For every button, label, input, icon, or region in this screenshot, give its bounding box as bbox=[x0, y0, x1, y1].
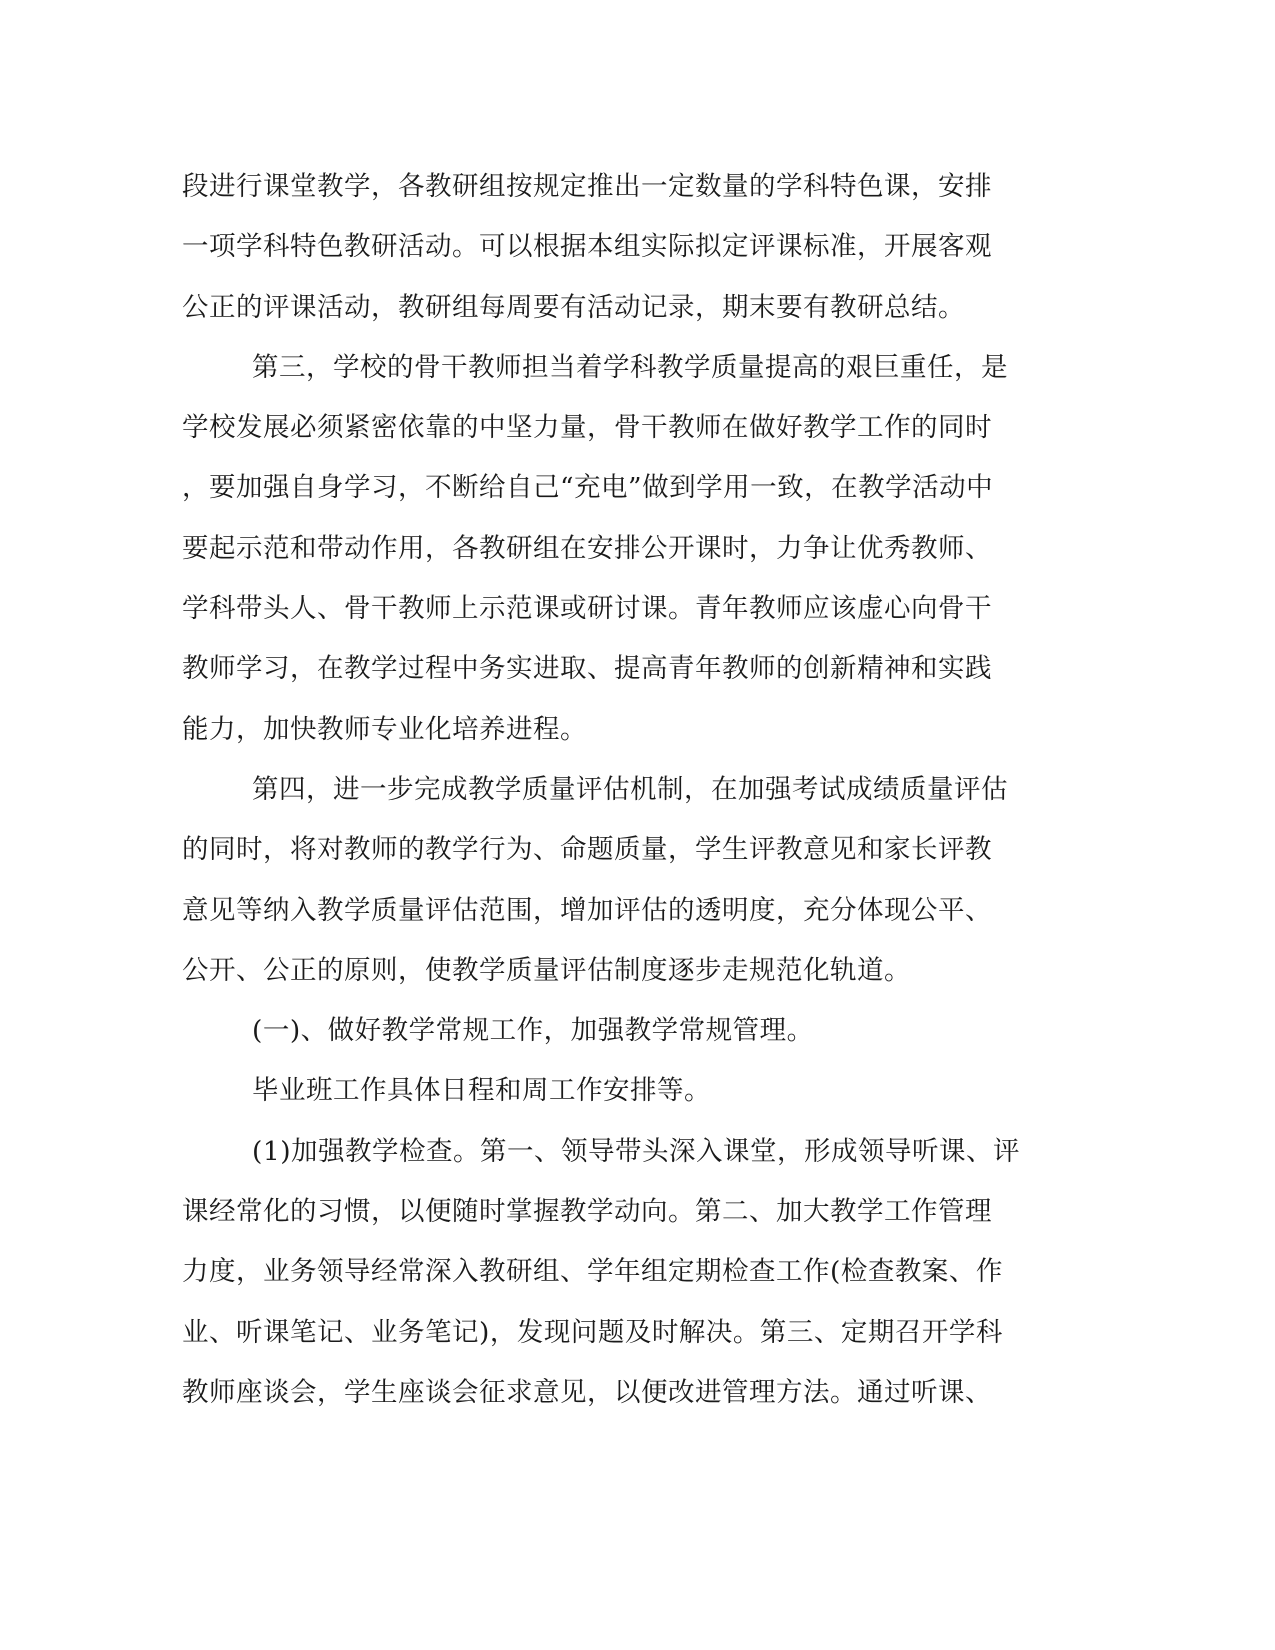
text-line: ，要加强自身学习，不断给自己“充电”做到学用一致，在教学活动中 bbox=[182, 472, 994, 504]
text-line: 能力，加快教师专业化培养进程。 bbox=[182, 713, 587, 745]
document-body bbox=[182, 157, 1062, 1423]
text-line: 教师座谈会，学生座谈会征求意见，以便改进管理方法。通过听课、 bbox=[182, 1376, 992, 1408]
text-line: 教师学习，在教学过程中务实进取、提高青年教师的创新精神和实践 bbox=[182, 653, 992, 685]
text-line: 意见等纳入教学质量评估范围，增加评估的透明度，充分体现公平、 bbox=[182, 894, 992, 926]
text-line: 学校发展必须紧密依靠的中坚力量，骨干教师在做好教学工作的同时 bbox=[182, 412, 992, 444]
text-line: 业、听课笔记、业务笔记)，发现问题及时解决。第三、定期召开学科 bbox=[182, 1316, 1003, 1348]
text-line: 第四，进一步完成教学质量评估机制，在加强考试成绩质量评估 bbox=[252, 773, 1008, 805]
text-line: 公开、公正的原则，使教学质量评估制度逐步走规范化轨道。 bbox=[182, 954, 911, 986]
text-line: 毕业班工作具体日程和周工作安排等。 bbox=[252, 1075, 711, 1107]
text-line: 一项学科特色教研活动。可以根据本组实际拟定评课标准，开展客观 bbox=[182, 231, 992, 263]
text-line: 课经常化的习惯，以便随时掌握教学动向。第二、加大教学工作管理 bbox=[182, 1196, 992, 1228]
text-line: 公正的评课活动，教研组每周要有活动记录，期末要有教研总结。 bbox=[182, 291, 965, 323]
text-line: (一)、做好教学常规工作，加强教学常规管理。 bbox=[252, 1015, 814, 1047]
text-line: 要起示范和带动作用，各教研组在安排公开课时，力争让优秀教师、 bbox=[182, 532, 992, 564]
text-line: 学科带头人、骨干教师上示范课或研讨课。青年教师应该虚心向骨干 bbox=[182, 593, 992, 625]
text-line: 段进行课堂教学，各教研组按规定推出一定数量的学科特色课，安排 bbox=[182, 171, 992, 202]
text-line: 力度，业务领导经常深入教研组、学年组定期检查工作(检查教案、作 bbox=[182, 1256, 1003, 1288]
text-line: (1)加强教学检查。第一、领导带头深入课堂，形成领导听课、评 bbox=[252, 1135, 1021, 1167]
text-line: 第三，学校的骨干教师担当着学科教学质量提高的艰巨重任，是 bbox=[252, 351, 1008, 383]
text-line: 的同时，将对教师的教学行为、命题质量，学生评教意见和家长评教 bbox=[182, 834, 992, 866]
